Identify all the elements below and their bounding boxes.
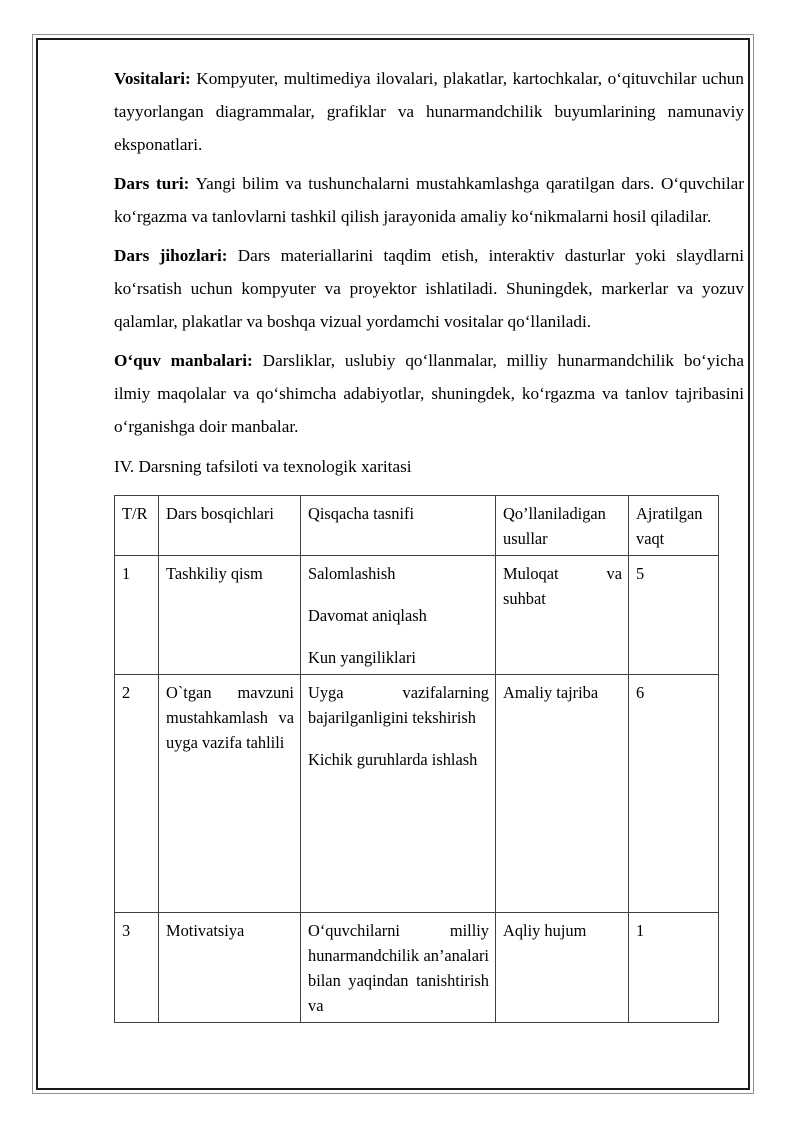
paragraph-dars-turi — [114, 167, 744, 233]
paragraph-lead-label: Vositalari: — [114, 69, 191, 88]
cell-stage: Tashkiliy qism — [159, 556, 301, 675]
cell-methods: Aqliy hujum — [496, 913, 629, 1023]
cell-tr: 1 — [115, 556, 159, 675]
document-body — [114, 62, 744, 1023]
table-header-tr: T/R — [115, 496, 159, 556]
cell-time: 5 — [629, 556, 719, 675]
cell-time: 1 — [629, 913, 719, 1023]
cell-description — [301, 556, 496, 675]
description-line: O‘quvchilarni milliy hunarmandchilik an’analari bilan yaqindan tanishtirish va — [308, 921, 489, 1015]
cell-tr: 2 — [115, 675, 159, 913]
description-line: Salomlashish — [308, 564, 396, 583]
table-row — [115, 556, 719, 675]
paragraph-lead-label: O‘quv manbalari: — [114, 351, 253, 370]
description-line: Davomat aniqlash — [308, 606, 427, 625]
cell-time: 6 — [629, 675, 719, 913]
paragraph-lead-label: Dars turi: — [114, 174, 190, 193]
table-row — [115, 913, 719, 1023]
table-header-time: Ajratilgan vaqt — [629, 496, 719, 556]
table-header-methods: Qo’llaniladigan usullar — [496, 496, 629, 556]
cell-tr: 3 — [115, 913, 159, 1023]
paragraph-oquv-manbalari — [114, 344, 744, 443]
cell-description — [301, 675, 496, 913]
paragraph-text: Yangi bilim va tushunchalarni mustahkamlashga qaratilgan dars. O‘quvchilar ko‘rgazma va tanlovlarni tashkil qilish jarayonida amaliy ko‘nikmalarni hosil qiladilar. — [114, 174, 745, 226]
description-line: Uyga vazifalarning bajarilganligini tekshirish — [308, 683, 489, 727]
section-heading: IV. Darsning tafsiloti va texnologik xaritasi — [114, 457, 412, 476]
paragraph-dars-jihozlari — [114, 239, 744, 338]
table-header-stage: Dars bosqichlari — [159, 496, 301, 556]
paragraph-text: Dars materiallarini taqdim etish, interaktiv dasturlar yoki slaydlarni ko‘rsatish uchun kompyuter va proyektor ishlatiladi. Shuningdek, markerlar va yozuv qalamlar, plakatlar va boshqa vizual yordamchi vositalar qo‘llaniladi. — [114, 246, 744, 331]
paragraph-lead-label: Dars jihozlari: — [114, 246, 228, 265]
description-line: Kichik guruhlarda ishlash — [308, 750, 478, 769]
table-header-row — [115, 496, 719, 556]
lesson-technology-map-table — [114, 495, 719, 1023]
cell-methods: Amaliy tajriba — [496, 675, 629, 913]
cell-methods: Muloqat va suhbat — [496, 556, 629, 675]
paragraph-text: Darsliklar, uslubiy qo‘llanmalar, milliy hunarmandchilik bo‘yicha ilmiy maqolalar va qo‘shimcha adabiyotlar, shuningdek, ko‘rgazma va tanlov tajribasini o‘rganishga doir manbalar. — [114, 351, 744, 436]
paragraph-text: Kompyuter, multimediya ilovalari, plakatlar, kartochkalar, o‘qituvchilar uchun tayyorlangan diagrammalar, grafiklar va hunarmandchilik buyumlarining namunaviy eksponatlari. — [114, 69, 744, 154]
table-header-description: Qisqacha tasnifi — [301, 496, 496, 556]
cell-description — [301, 913, 496, 1023]
cell-stage: O`tgan mavzuni mustahkamlash va uyga vazifa tahlili — [159, 675, 301, 913]
table-row — [115, 675, 719, 913]
cell-stage: Motivatsiya — [159, 913, 301, 1023]
description-line: Kun yangiliklari — [308, 648, 416, 667]
paragraph-vositalari — [114, 62, 744, 161]
